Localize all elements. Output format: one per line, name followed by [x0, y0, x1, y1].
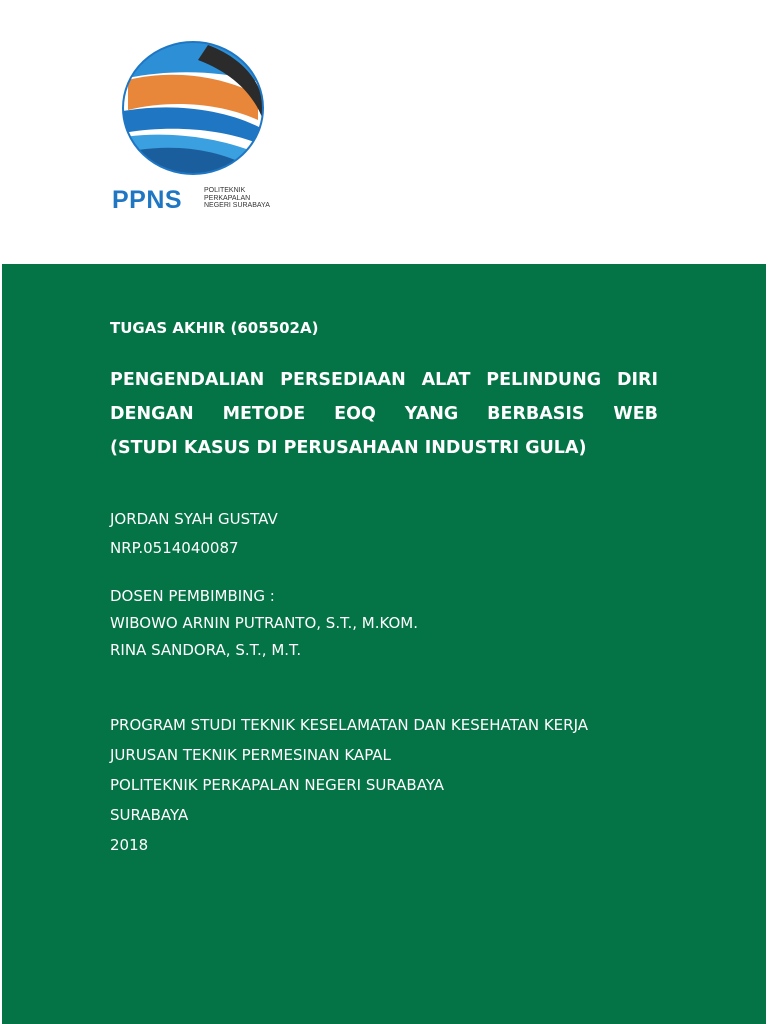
advisor-name: RINA SANDORA, S.T., M.T.: [110, 641, 302, 659]
author-block: [110, 505, 278, 563]
advisors-block: [110, 583, 418, 664]
advisor-name: WIBOWO ARNIN PUTRANTO, S.T., M.KOM.: [110, 614, 419, 632]
globe-logo-icon: [118, 40, 268, 180]
city: SURABAYA: [110, 806, 189, 824]
title-line: (STUDI KASUS DI PERUSAHAAN INDUSTRI GULA): [110, 438, 587, 458]
cover-header: [0, 0, 768, 264]
author-nrp: NRP.0514040087: [110, 539, 239, 557]
institution-name: POLITEKNIK PERKAPALAN NEGERI SURABAYA: [110, 776, 445, 794]
institution-block: [110, 710, 588, 860]
logo-subtitle-line: POLITEKNIK: [204, 187, 246, 194]
logo-brand-text: PPNS: [112, 186, 183, 214]
thesis-title: [110, 363, 658, 465]
advisors-label: DOSEN PEMBIMBING :: [110, 587, 275, 605]
department: JURUSAN TEKNIK PERMESINAN KAPAL: [110, 746, 391, 764]
study-program: PROGRAM STUDI TEKNIK KESELAMATAN DAN KESEHATAN KERJA: [110, 716, 589, 734]
logo-subtitle: [204, 187, 270, 210]
year: 2018: [110, 836, 149, 854]
ppns-logo: [108, 40, 278, 220]
title-line: DENGAN METODE EOQ YANG BERBASIS WEB: [110, 404, 658, 424]
logo-subtitle-line: PERKAPALAN: [204, 194, 251, 202]
author-name: JORDAN SYAH GUSTAV: [110, 510, 278, 528]
logo-subtitle-line: NEGERI SURABAYA: [204, 202, 270, 210]
cover-panel: [2, 264, 766, 1024]
title-line: PENGENDALIAN PERSEDIAAN ALAT PELINDUNG DIRI: [110, 370, 658, 390]
document-code: TUGAS AKHIR (605502A): [110, 319, 319, 337]
